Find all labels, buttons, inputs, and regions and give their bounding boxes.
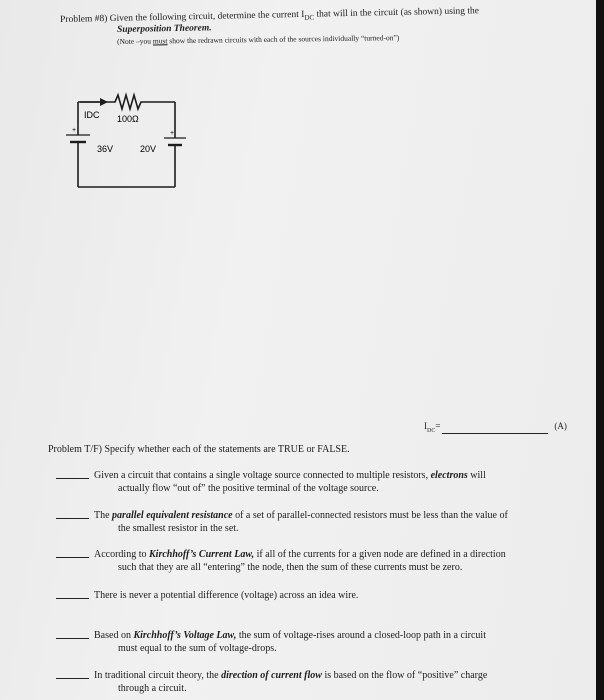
circuit-diagram: [60, 90, 200, 200]
answer-line: [424, 421, 567, 434]
current-arrow-icon: [100, 98, 108, 106]
tf-answer-blank[interactable]: [56, 478, 89, 479]
answer-eq: =: [435, 421, 441, 431]
tf-emph: parallel equivalent resistance: [112, 510, 233, 521]
tf-text: is based on the flow of “positive” charge: [324, 670, 488, 681]
source2-plus: +: [170, 130, 175, 137]
source1-plus: +: [72, 127, 77, 134]
tf-text-l2: the smallest resistor in the set.: [118, 523, 239, 534]
tf-answer-blank[interactable]: [56, 557, 89, 558]
source1-label: 36V: [97, 144, 114, 154]
tf-text: will: [470, 470, 486, 481]
tf-text: Based on: [94, 630, 131, 641]
problem8-label: Problem #8): [60, 14, 108, 25]
tf-emph: Kirchhoff’s Current Law,: [149, 549, 255, 560]
tf-answer-blank[interactable]: [56, 638, 89, 639]
answer-label: I: [424, 421, 427, 431]
tf-heading: Problem T/F) Specify whether each of the statements are TRUE or FALSE.: [48, 444, 350, 455]
tf-text: Given a circuit that contains a single voltage source connected to multiple resistors,: [94, 470, 429, 481]
problem8-sub: DC: [304, 13, 315, 22]
tf-answer-blank[interactable]: [56, 518, 89, 519]
tf-answer-blank[interactable]: [56, 678, 89, 679]
problem8-text-post: that will in the circuit (as shown) using the: [316, 6, 480, 20]
tf-text: The: [94, 510, 110, 521]
tf-text: In traditional circuit theory, the: [94, 670, 219, 681]
note-must: must: [152, 36, 168, 46]
tf-text-l2: actually flow “out of” the positive terminal of the voltage source.: [118, 483, 379, 494]
answer-unit: (A): [554, 421, 567, 431]
tf-text-l2: through a circuit.: [118, 683, 187, 694]
resistor-label: 100Ω: [117, 114, 139, 124]
answer-sub: DC: [427, 427, 436, 434]
tf-text: the sum of voltage-rises around a closed-loop path in a circuit: [238, 630, 486, 641]
answer-blank[interactable]: [442, 425, 548, 434]
tf-emph: Kirchhoff’s Voltage Law,: [133, 630, 237, 641]
note-post: show the redrawn circuits with each of the sources individually “turned-on”): [169, 33, 400, 46]
problem8-theorem: Superposition Theorem.: [117, 23, 212, 35]
tf-text: of a set of parallel-connected resistors must be less than the value of: [235, 510, 508, 521]
source2-label: 20V: [140, 144, 157, 154]
problem8-note: [117, 33, 399, 46]
tf-text-l2: must equal to the sum of voltage-drops.: [118, 643, 277, 654]
current-label: IDC: [84, 110, 100, 120]
tf-emph: direction of current flow: [221, 670, 322, 681]
background-edge: [596, 0, 604, 700]
tf-text: There is never a potential difference (voltage) across an idea wire.: [94, 590, 359, 601]
tf-text-l2: such that they are all “entering” the node, then the sum of these currents must be zero.: [118, 562, 463, 573]
tf-text: According to: [94, 549, 147, 560]
note-pre: (Note –you: [117, 36, 152, 46]
tf-emph: electrons: [430, 470, 468, 481]
tf-text: if all of the currents for a given node are defined in a direction: [256, 549, 506, 560]
tf-answer-blank[interactable]: [56, 598, 89, 599]
problem8-text-pre: Given the following circuit, determine the current I: [109, 9, 305, 24]
